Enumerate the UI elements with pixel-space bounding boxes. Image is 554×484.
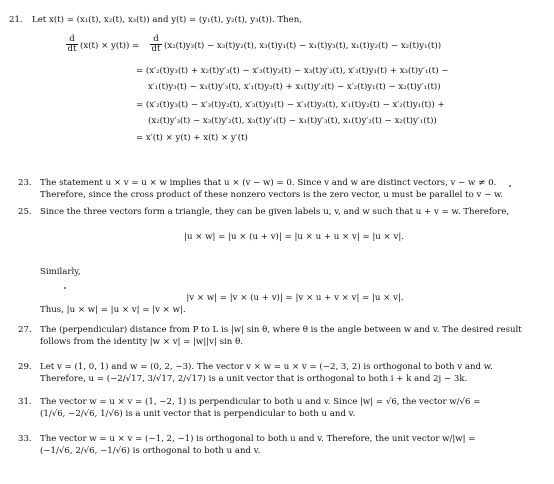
problem-21-eq1-lhs: (x(t) × y(t)) = <box>80 41 140 51</box>
problem-21-derivative-lhs <box>66 35 78 54</box>
problem-21-eq3: x′₁(t)y₃(t) − x₁(t)y′₃(t), x′₁(t)y₂(t) + x₁(t)y′₂(t) − x′₂(t)y₁(t) − x₂(t)y′₁(t)) <box>148 82 441 92</box>
problem-21-deriv-d-rhs: d <box>150 35 162 45</box>
problem-31-line2: (1/√6, −2/√6, 1/√6) is a unit vector that is perpendicular to both u and v. <box>40 409 356 419</box>
problem-21-derivative-rhs <box>150 35 162 54</box>
problem-23-line2: Therefore, since the cross product of these nonzero vectors is the zero vector, u must be parallel to v − w. <box>40 190 504 200</box>
problem-21-deriv-dt-rhs: dt <box>151 44 161 54</box>
problem-21-eq6: = x′(t) × y(t) + x(t) × y′(t) <box>136 133 248 143</box>
problem-25-number: 25. <box>18 207 32 217</box>
problem-33-line1: The vector w = u × v = (−1, 2, −1) is orthogonal to both u and v. Therefore, the unit vector w/|w| = <box>40 434 476 444</box>
problem-25-thus: Thus, |u × w| = |u × v| = |v × w|. <box>40 305 186 315</box>
problem-33-number: 33. <box>18 434 32 444</box>
problem-29-line1: Let v = (1, 0, 1) and w = (0, 2, −3). The vector v × w = u × v = (−2, 3, 2) is orthogonal to both v and w. <box>40 362 493 372</box>
problem-21-eq4: = (x′₂(t)y₃(t) − x′₃(t)y₂(t), x′₃(t)y₁(t) − x′₁(t)y₃(t), x′₁(t)y₂(t) − x′₂(t)y₁(t)) + <box>136 100 445 110</box>
problem-21-eq1-rhs: (x₂(t)y₃(t) − x₃(t)y₂(t), x₃(t)y₁(t) − x₁(t)y₃(t), x₁(t)y₂(t) − x₂(t)y₁(t)) <box>164 41 442 51</box>
problem-21-deriv-dt: dt <box>67 44 77 54</box>
problem-25-similarly: Similarly, <box>40 267 81 277</box>
scan-speck <box>509 185 511 187</box>
problem-33-line2: (−1/√6, 2/√6, −1/√6) is orthogonal to both u and v. <box>40 446 261 456</box>
problem-31-number: 31. <box>18 397 32 407</box>
problem-27-line1: The (perpendicular) distance from P to L is |w| sin θ, where θ is the angle between w and v. The desired result <box>40 325 522 335</box>
problem-21-number: 21. <box>9 15 23 25</box>
problem-27-number: 27. <box>18 325 32 335</box>
problem-31-line1: The vector w = u × v = (1, −2, 1) is perpendicular to both u and v. Since |w| = √6, the vector w/√6 = <box>40 397 481 407</box>
problem-21-deriv-d: d <box>66 35 78 45</box>
problem-25-eq1: |u × w| = |u × (u + v)| = |u × u + u × v| = |u × v|. <box>184 232 404 242</box>
problem-29-number: 29. <box>18 362 32 372</box>
scan-speck <box>64 287 66 289</box>
problem-25-line1: Since the three vectors form a triangle, they can be given labels u, v, and w such that u + v = w. Therefore, <box>40 207 510 217</box>
problem-21-eq5: (x₂(t)y′₃(t) − x₃(t)y′₂(t), x₃(t)y′₁(t) − x₁(t)y′₃(t), x₁(t)y′₂(t) − x₂(t)y′₁(t)) <box>148 116 437 126</box>
problem-21-intro: Let x(t) = (x₁(t), x₂(t), x₃(t)) and y(t) = (y₁(t), y₂(t), y₃(t)). Then, <box>32 15 303 25</box>
problem-29-line2: Therefore, u = (−2/√17, 3/√17, 2/√17) is a unit vector that is orthogonal to both i + k and 2j − 3k. <box>40 374 468 384</box>
problem-21-eq2: = (x′₂(t)y₃(t) + x₂(t)y′₃(t) − x′₃(t)y₂(t) − x₃(t)y′₂(t), x′₃(t)y₁(t) + x₃(t)y′₁(t) − <box>136 66 449 76</box>
problem-23-number: 23. <box>18 178 32 188</box>
problem-23-line1: The statement u × v = u × w implies that u × (v − w) = 0. Since v and w are distinct vectors, v − w ≠ 0. <box>40 178 497 188</box>
problem-27-line2: follows from the identity |w × v| = |w||v| sin θ. <box>40 337 243 347</box>
problem-25-eq2: |v × w| = |v × (u + v)| = |v × u + v × v| = |u × v|. <box>186 293 404 303</box>
